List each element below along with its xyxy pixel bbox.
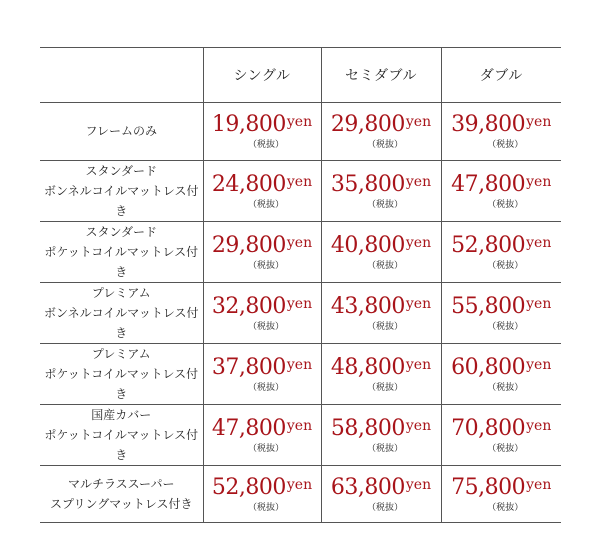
row-label [40, 282, 203, 343]
price [442, 171, 562, 199]
price-cell-semi-double [321, 343, 441, 404]
row-label [40, 221, 203, 282]
price-cell-double [441, 343, 561, 404]
price-cell-semi-double [321, 282, 441, 343]
row-label [40, 343, 203, 404]
tax-note: （税抜） [366, 321, 403, 332]
tax-note: （税抜） [487, 260, 524, 271]
price-amount: 19,800 [211, 112, 286, 138]
price-unit: yen [405, 356, 432, 373]
price-cell-single [203, 465, 321, 523]
row-label-line: ポケットコイルマットレス付き [44, 244, 199, 279]
row-label-line: フレームのみ [85, 124, 158, 139]
price-amount: 75,800 [451, 475, 526, 501]
price-unit: yen [286, 417, 313, 434]
price-cell-double [441, 103, 561, 161]
price-amount: 63,800 [330, 475, 405, 501]
price-amount: 47,800 [211, 415, 286, 441]
price-amount: 52,800 [211, 475, 286, 501]
price [204, 354, 321, 382]
price [322, 232, 441, 260]
price-cell-double [441, 404, 561, 465]
price [204, 474, 321, 502]
tax-note: （税抜） [487, 382, 524, 393]
price [442, 293, 562, 321]
price-amount: 52,800 [451, 232, 526, 258]
price [442, 474, 562, 502]
table-row [40, 103, 561, 161]
price-amount: 29,800 [211, 232, 286, 258]
price [442, 232, 562, 260]
row-label-line: スタンダード [85, 224, 158, 239]
price-cell-semi-double [321, 103, 441, 161]
row-label-line: ポケットコイルマットレス付き [44, 366, 199, 401]
row-label [40, 404, 203, 465]
price-cell-semi-double [321, 221, 441, 282]
price [442, 111, 562, 139]
price [322, 354, 441, 382]
price [322, 415, 441, 443]
price-unit: yen [286, 173, 313, 190]
price-amount: 40,800 [330, 232, 405, 258]
price [204, 232, 321, 260]
row-label-line: プレミアム [91, 285, 151, 300]
row-label-line: ボンネルコイルマットレス付き [44, 305, 199, 340]
row-label-line: ボンネルコイルマットレス付き [44, 183, 199, 218]
price-unit: yen [526, 114, 552, 131]
column-header-double: ダブル [441, 48, 561, 103]
tax-note: （税抜） [247, 140, 284, 151]
price-unit: yen [526, 234, 552, 251]
price-unit: yen [405, 234, 432, 251]
price [204, 415, 321, 443]
price-cell-single [203, 282, 321, 343]
price-cell-single [203, 221, 321, 282]
price [204, 111, 321, 139]
price-unit: yen [526, 477, 552, 494]
corner-cell [40, 48, 203, 103]
table-row [40, 404, 561, 465]
price-cell-double [441, 221, 561, 282]
price [322, 111, 441, 139]
price-cell-double [441, 160, 561, 221]
row-label-line: スタンダード [85, 163, 158, 178]
price-unit: yen [405, 477, 432, 494]
price-unit: yen [286, 295, 313, 312]
price-unit: yen [286, 356, 313, 373]
table-row [40, 282, 561, 343]
row-label-line: 国産カバー [91, 407, 152, 422]
row-label-line: マルチラススーパー [68, 477, 175, 492]
price-unit: yen [526, 356, 552, 373]
price-unit: yen [286, 234, 313, 251]
price [322, 474, 441, 502]
price-amount: 47,800 [451, 171, 526, 197]
price [204, 171, 321, 199]
table-row [40, 160, 561, 221]
price-unit: yen [526, 417, 552, 434]
price [322, 293, 441, 321]
tax-note: （税抜） [247, 321, 284, 332]
tax-note: （税抜） [366, 443, 403, 454]
row-label [40, 103, 203, 161]
price-table [40, 47, 561, 523]
price-cell-single [203, 103, 321, 161]
price [322, 171, 441, 199]
price-unit: yen [405, 295, 432, 312]
table-row [40, 343, 561, 404]
price-unit: yen [405, 114, 432, 131]
tax-note: （税抜） [366, 503, 403, 514]
price-cell-semi-double [321, 160, 441, 221]
price-cell-semi-double [321, 404, 441, 465]
price-amount: 48,800 [330, 354, 405, 380]
tax-note: （税抜） [366, 140, 403, 151]
price-amount: 35,800 [330, 171, 405, 197]
price-unit: yen [405, 173, 432, 190]
price-unit: yen [286, 477, 313, 494]
price-amount: 29,800 [330, 112, 405, 138]
row-label [40, 160, 203, 221]
row-label-line: プレミアム [91, 346, 151, 361]
price-cell-semi-double [321, 465, 441, 523]
tax-note: （税抜） [366, 260, 403, 271]
price-amount: 32,800 [211, 293, 286, 319]
price-amount: 43,800 [330, 293, 405, 319]
tax-note: （税抜） [366, 382, 403, 393]
price-amount: 24,800 [211, 171, 286, 197]
price-cell-double [441, 465, 561, 523]
price-amount: 70,800 [451, 415, 526, 441]
column-header-single: シングル [203, 48, 321, 103]
price-cell-single [203, 404, 321, 465]
price-cell-double [441, 282, 561, 343]
tax-note: （税抜） [487, 140, 524, 151]
column-header-semi-double: セミダブル [321, 48, 441, 103]
row-label-line: ポケットコイルマットレス付き [44, 427, 199, 462]
price-unit: yen [526, 173, 552, 190]
tax-note: （税抜） [247, 503, 284, 514]
price-unit: yen [526, 295, 552, 312]
tax-note: （税抜） [247, 199, 284, 210]
price [442, 354, 562, 382]
price [204, 293, 321, 321]
price-amount: 37,800 [211, 354, 286, 380]
table-row [40, 221, 561, 282]
price [442, 415, 562, 443]
tax-note: （税抜） [366, 199, 403, 210]
price-amount: 60,800 [451, 354, 526, 380]
tax-note: （税抜） [487, 443, 524, 454]
table-row [40, 465, 561, 523]
tax-note: （税抜） [247, 382, 284, 393]
table-body [40, 103, 561, 523]
tax-note: （税抜） [487, 503, 524, 514]
row-label [40, 465, 203, 523]
header-row [40, 48, 561, 103]
price-cell-single [203, 160, 321, 221]
price-amount: 55,800 [451, 293, 526, 319]
tax-note: （税抜） [247, 260, 284, 271]
price-amount: 39,800 [451, 112, 526, 138]
price-cell-single [203, 343, 321, 404]
price-unit: yen [286, 114, 313, 131]
tax-note: （税抜） [487, 321, 524, 332]
row-label-line: スプリングマットレス付き [50, 497, 193, 512]
tax-note: （税抜） [247, 443, 284, 454]
tax-note: （税抜） [487, 199, 524, 210]
price-unit: yen [405, 417, 432, 434]
price-amount: 58,800 [330, 415, 405, 441]
